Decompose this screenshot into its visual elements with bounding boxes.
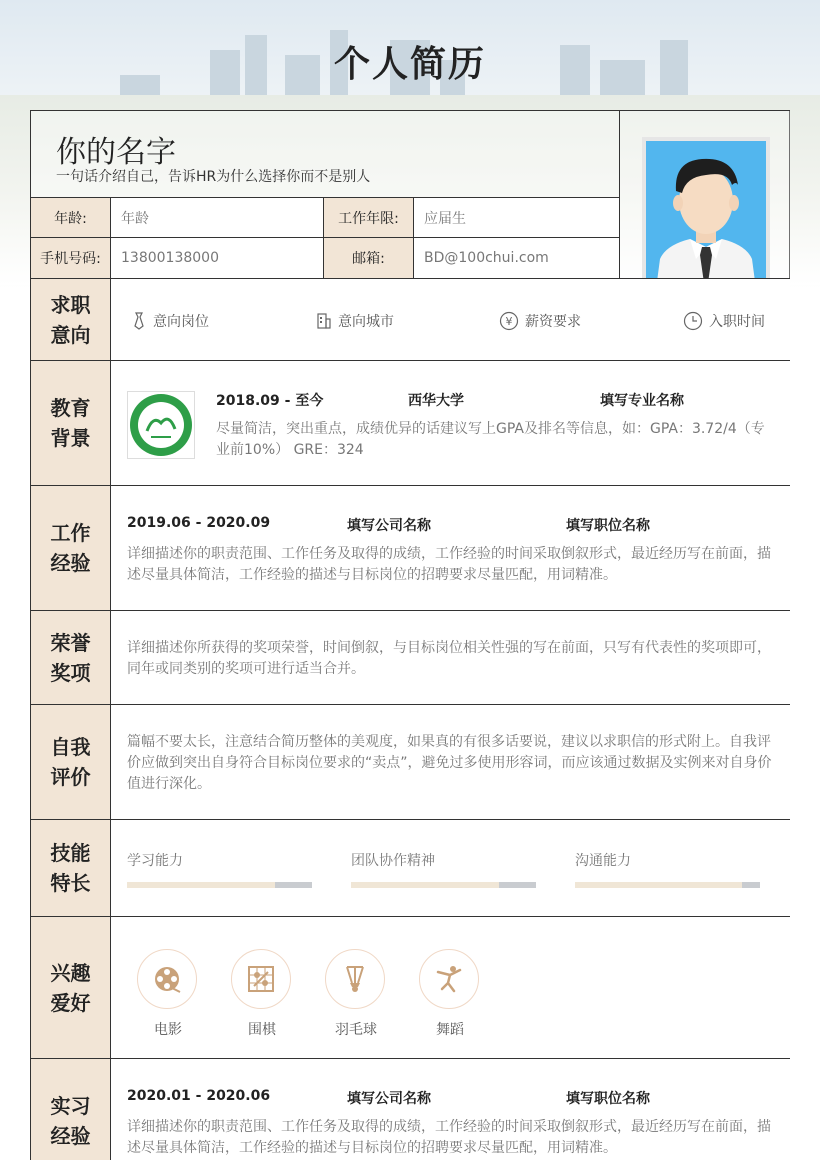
section-self-eval <box>31 704 790 819</box>
intent-city <box>316 311 394 331</box>
work-company: 填写公司名称 <box>347 518 431 534</box>
skill-name: 团队协作精神 <box>351 853 435 869</box>
hobby-item <box>325 949 387 1039</box>
section-education <box>31 360 790 485</box>
building-icon <box>316 312 332 330</box>
resume-table <box>30 110 790 1160</box>
age-label: 年龄: <box>31 198 111 237</box>
intent-salary-label: 薪资要求 <box>525 314 581 330</box>
skill-bar-fill <box>351 882 499 888</box>
email-value: BD@100chui.com <box>414 238 619 278</box>
years-value: 应届生 <box>414 198 619 237</box>
hobby-item <box>137 949 199 1039</box>
shuttlecock-icon <box>325 949 385 1009</box>
skill-item <box>575 850 760 888</box>
education-desc: 尽量简洁，突出重点，成绩优异的话建议写上GPA及排名等信息，如：GPA：3.72/4（专业前10%） GRE：324 <box>216 421 765 458</box>
skill-bar-track <box>575 882 760 888</box>
awards-desc: 详细描述你所获得的奖项荣誉，时间倒叙，与目标岗位相关性强的写在前面，只写有代表性的奖项即可，同年或同类别的奖项可进行适当合并。 <box>127 640 771 677</box>
hobby-label: 电影 <box>154 1022 182 1038</box>
section-hobbies <box>31 916 790 1058</box>
internship-position: 填写职位名称 <box>566 1091 650 1107</box>
yen-icon <box>499 311 519 331</box>
school-logo <box>127 391 195 459</box>
svg-text:¥: ¥ <box>505 315 513 328</box>
intent-city-label: 意向城市 <box>338 314 394 330</box>
hobby-label: 羽毛球 <box>335 1022 377 1038</box>
intent-start-date-label: 入职时间 <box>709 314 765 330</box>
work-desc: 详细描述你的职责范围、工作任务及取得的成绩，工作经验的时间采取倒叙形式，最近经历写在前面，描述尽量具体简洁，工作经验的描述与目标岗位的招聘要求尽量匹配，用词精准。 <box>127 546 771 583</box>
section-skills-label: 技能特长 <box>50 841 91 895</box>
clock-icon <box>683 311 703 331</box>
skill-item <box>351 850 536 888</box>
intent-start-date <box>683 311 765 331</box>
person-intro: 一句话介绍自己，告诉HR为什么选择你而不是别人 <box>56 169 371 185</box>
photo-cell <box>619 111 790 278</box>
section-self-eval-label: 自我评价 <box>50 735 91 789</box>
education-period: 2018.09 - 至今 <box>216 393 324 409</box>
skill-bar-fill <box>575 882 742 888</box>
tie-icon <box>131 312 147 330</box>
go-board-icon <box>231 949 291 1009</box>
profile-header <box>31 111 619 278</box>
intent-salary <box>499 311 581 331</box>
hobby-item <box>231 949 293 1039</box>
section-awards <box>31 610 790 704</box>
self-eval-desc: 篇幅不要太长，注意结合简历整体的美观度，如果真的有很多话要说，建议以求职信的形式附上。自我评价应做到突出自身符合目标岗位要求的“卖点”，避免过多使用形容词，而应该通过数据及实例来对自身价值进行深化。 <box>127 734 772 792</box>
hobby-label: 舞蹈 <box>436 1022 464 1038</box>
name-box <box>31 111 619 198</box>
intent-position <box>131 311 209 331</box>
person-name: 你的名字 <box>56 135 176 170</box>
section-internship <box>31 1058 790 1160</box>
skill-name: 沟通能力 <box>575 853 631 869</box>
email-label: 邮箱: <box>324 238 414 278</box>
dancer-icon <box>419 949 479 1009</box>
education-school: 西华大学 <box>408 393 464 409</box>
section-skills <box>31 819 790 916</box>
hobby-item <box>419 949 481 1039</box>
section-work <box>31 485 790 610</box>
age-value: 年龄 <box>111 198 324 237</box>
section-work-label: 工作经验 <box>50 521 91 575</box>
hobby-label: 围棋 <box>248 1022 276 1038</box>
page-title: 个人简历 <box>333 44 486 85</box>
section-awards-label: 荣誉奖项 <box>50 630 91 685</box>
phone-value: 13800138000 <box>111 238 324 278</box>
education-major: 填写专业名称 <box>600 393 684 409</box>
film-reel-icon <box>137 949 197 1009</box>
section-hobbies-label: 兴趣爱好 <box>50 960 91 1015</box>
work-period: 2019.06 - 2020.09 <box>127 515 271 531</box>
work-position: 填写职位名称 <box>566 518 650 534</box>
avatar <box>642 137 770 293</box>
info-row-2 <box>31 238 619 278</box>
internship-period: 2020.01 - 2020.06 <box>127 1088 271 1104</box>
years-label: 工作年限: <box>324 198 414 237</box>
intent-position-label: 意向岗位 <box>153 314 209 330</box>
section-internship-label: 实习经验 <box>50 1094 91 1148</box>
internship-company: 填写公司名称 <box>347 1091 431 1107</box>
skill-item <box>127 850 312 888</box>
internship-desc: 详细描述你的职责范围、工作任务及取得的成绩，工作经验的时间采取倒叙形式，最近经历写在前面，描述尽量具体简洁，工作经验的描述与目标岗位的招聘要求尽量匹配，用词精准。 <box>127 1119 771 1156</box>
skill-name: 学习能力 <box>127 853 183 869</box>
skill-bar-fill <box>127 882 275 888</box>
skill-bar-track <box>127 882 312 888</box>
skill-bar-track <box>351 882 536 888</box>
section-education-label: 教育背景 <box>50 396 91 450</box>
section-intent-label: 求职意向 <box>50 292 91 347</box>
info-row-1 <box>31 198 619 238</box>
section-intent <box>31 278 790 360</box>
phone-label: 手机号码: <box>31 238 111 278</box>
